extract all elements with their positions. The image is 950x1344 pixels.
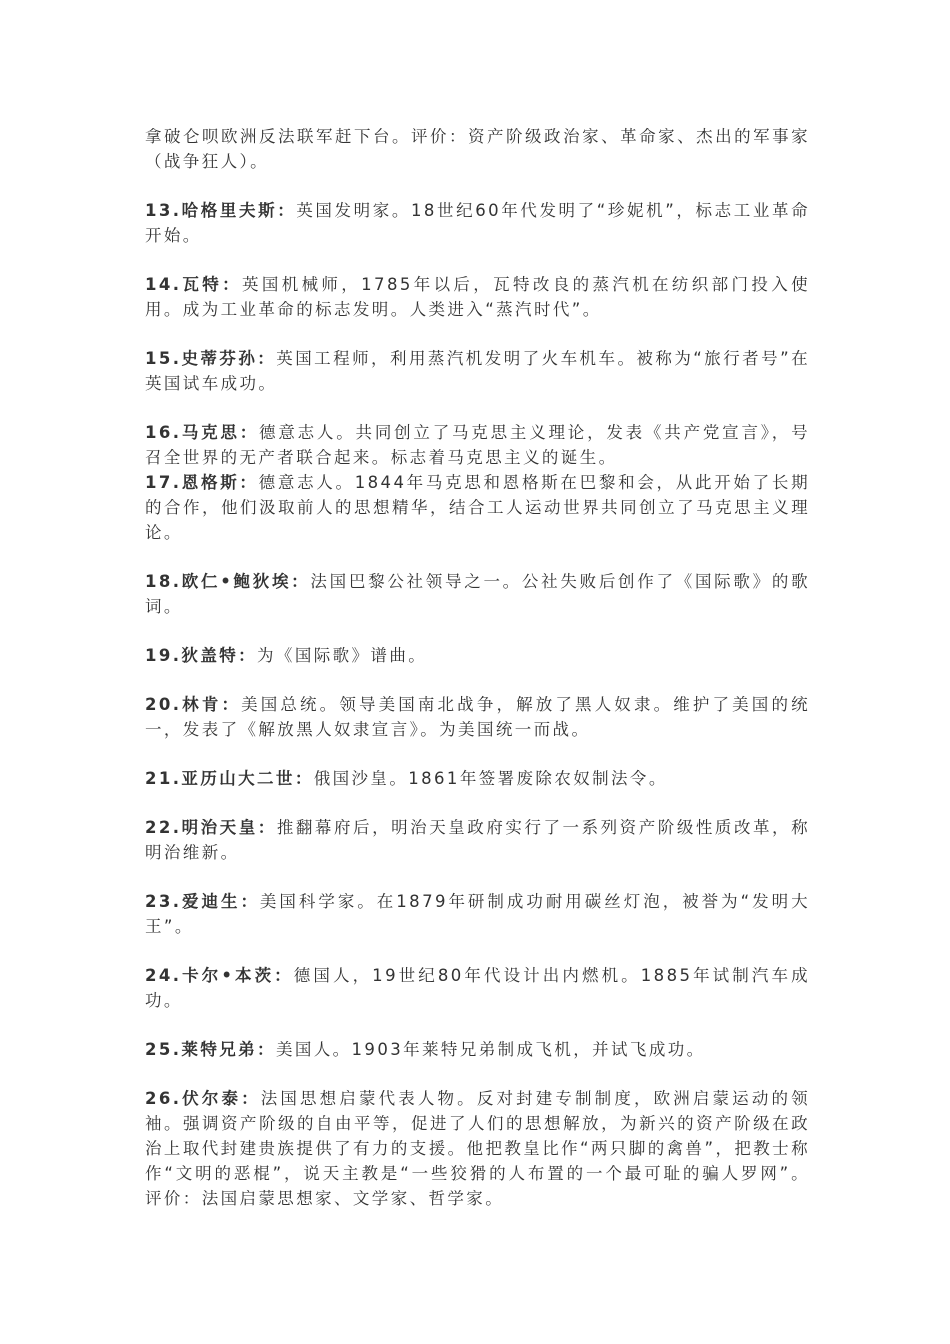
entry-watt <box>145 272 810 322</box>
entry-voltaire <box>145 1086 810 1211</box>
entry-meiji <box>145 815 810 865</box>
entry-term: 23.爱迪生： <box>145 892 260 911</box>
entry-stephenson <box>145 346 810 396</box>
entry-term: 20.林肯： <box>145 695 242 714</box>
entry-term: 16.马克思： <box>145 423 260 442</box>
entry-text: 德国人，19世纪80年代设计出内燃机。1885年试制汽车成功。 <box>145 966 810 1010</box>
entry-term: 25.莱特兄弟： <box>145 1040 276 1059</box>
entry-lincoln <box>145 692 810 742</box>
entry-term: 14.瓦特： <box>145 275 242 294</box>
entry-text: 英国工程师，利用蒸汽机发明了火车机车。被称为“旅行者号”在英国试车成功。 <box>145 349 810 393</box>
entry-term: 22.明治天皇： <box>145 818 277 837</box>
entry-term: 17.恩格斯： <box>145 473 259 492</box>
entry-text: 美国人。1903年莱特兄弟制成飞机，并试飞成功。 <box>275 1040 706 1059</box>
entry-alexander-ii <box>145 766 810 791</box>
entry-text: 美国总统。领导美国南北战争，解放了黑人奴隶。维护了美国的统一，发表了《解放黑人奴隶宣言》。为美国统一而战。 <box>145 695 810 739</box>
document-page <box>145 124 810 1235</box>
entry-text: 德意志人。共同创立了马克思主义理论，发表《共产党宣言》，号召全世界的无产者联合起来。标志着马克思主义的诞生。 <box>145 423 811 467</box>
entry-benz <box>145 963 810 1013</box>
entry-term: 26.伏尔泰： <box>145 1089 261 1108</box>
entry-degeyter <box>145 643 810 668</box>
entry-wright-brothers <box>145 1037 810 1062</box>
entry-hargreaves <box>145 198 810 248</box>
entry-text: 法国思想启蒙代表人物。反对封建专制制度，欧洲启蒙运动的领袖。强调资产阶级的自由平等，促进了人们的思想解放，为新兴的资产阶级在政治上取代封建贵族提供了有力的支援。他把教皇比作“两只脚的禽兽”，把教士称作“文明的恶棍”，说天主教是“一些狡猾的人布置的一个最可耻的骗人罗网”。评价：法国启蒙思想家、文学家、哲学家。 <box>145 1089 811 1208</box>
entry-text: 拿破仑呗欧洲反法联军赶下台。评价：资产阶级政治家、革命家、杰出的军事家（战争狂人）。 <box>145 127 810 171</box>
entry-text: 美国科学家。在1879年研制成功耐用碳丝灯泡，被誉为“发明大王”。 <box>145 892 810 936</box>
entry-napoleon-continued <box>145 124 810 174</box>
entry-term: 21.亚历山大二世： <box>145 769 314 788</box>
entry-text: 英国发明家。18世纪60年代发明了“珍妮机”，标志工业革命开始。 <box>145 201 810 245</box>
entry-term: 15.史蒂芬孙： <box>145 349 277 368</box>
entry-text: 法国巴黎公社领导之一。公社失败后创作了《国际歌》的歌词。 <box>145 572 810 616</box>
entry-text: 德意志人。1844年马克思和恩格斯在巴黎和会，从此开始了长期的合作，他们汲取前人的思想精华，结合工人运动世界共同创立了马克思主义理论。 <box>145 473 810 542</box>
entry-term: 19.狄盖特： <box>145 646 258 665</box>
entry-engels <box>145 470 810 545</box>
entry-text: 英国机械师，1785年以后，瓦特改良的蒸汽机在纺织部门投入使用。成为工业革命的标志发明。人类进入“蒸汽时代”。 <box>145 275 810 319</box>
entry-edison <box>145 889 810 939</box>
entry-term: 18.欧仁•鲍狄埃： <box>145 572 311 591</box>
entry-text: 推翻幕府后，明治天皇政府实行了一系列资产阶级性质改革，称明治维新。 <box>145 818 811 862</box>
entry-term: 24.卡尔•本茨： <box>145 966 294 985</box>
entry-pottier <box>145 569 810 619</box>
entry-text: 为《国际歌》谱曲。 <box>257 646 428 665</box>
entry-term: 13.哈格里夫斯： <box>145 201 297 220</box>
entry-marx <box>145 420 810 470</box>
entry-text: 俄国沙皇。1861年签署废除农奴制法令。 <box>313 769 668 788</box>
